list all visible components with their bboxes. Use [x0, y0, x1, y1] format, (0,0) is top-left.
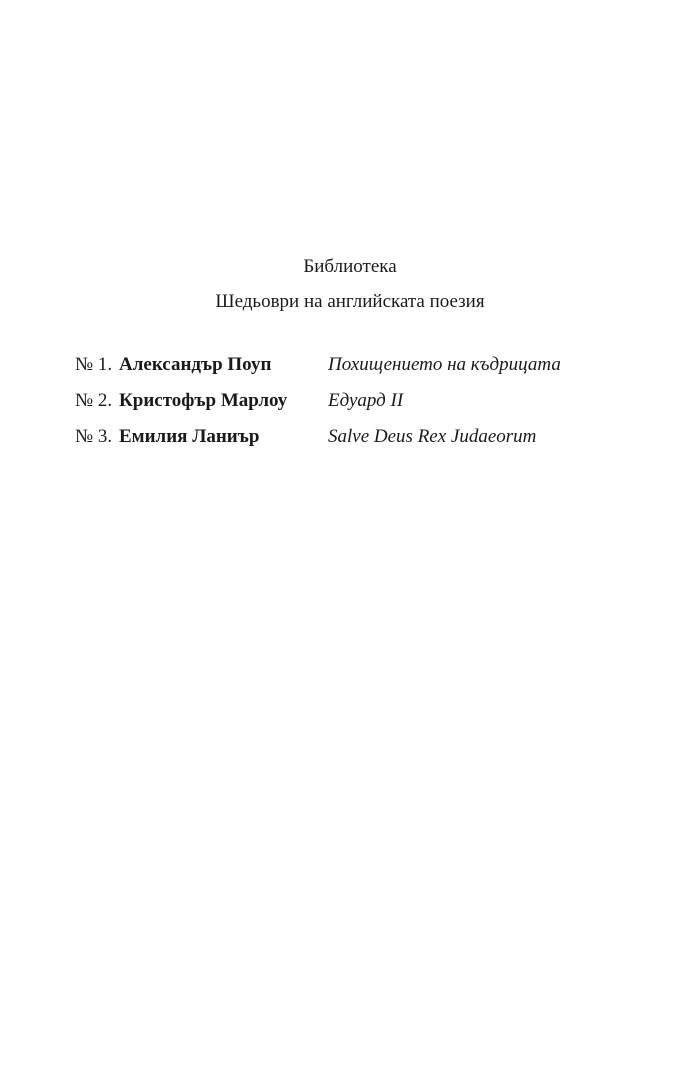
volume-number: № 3. [75, 426, 113, 447]
volume-author: Кристофър Марлоу [119, 390, 288, 411]
volume-item-1 [75, 352, 635, 388]
volume-author: Александър Поуп [119, 354, 272, 375]
volume-author: Емилия Ланиър [119, 426, 260, 447]
volume-work-title: Похищението на къдрицата [328, 354, 561, 375]
volume-work-title: Едуард II [328, 390, 404, 411]
volume-number: № 1. [75, 354, 113, 375]
volume-work-title: Salve Deus Rex Judaeorum [328, 426, 537, 447]
series-label: Библиотека [303, 256, 397, 277]
volume-item-2 [75, 388, 635, 424]
series-title: Шедьоври на английската поезия [215, 291, 485, 312]
volume-list [75, 352, 635, 460]
volume-item-3 [75, 424, 635, 460]
volume-number: № 2. [75, 390, 113, 411]
